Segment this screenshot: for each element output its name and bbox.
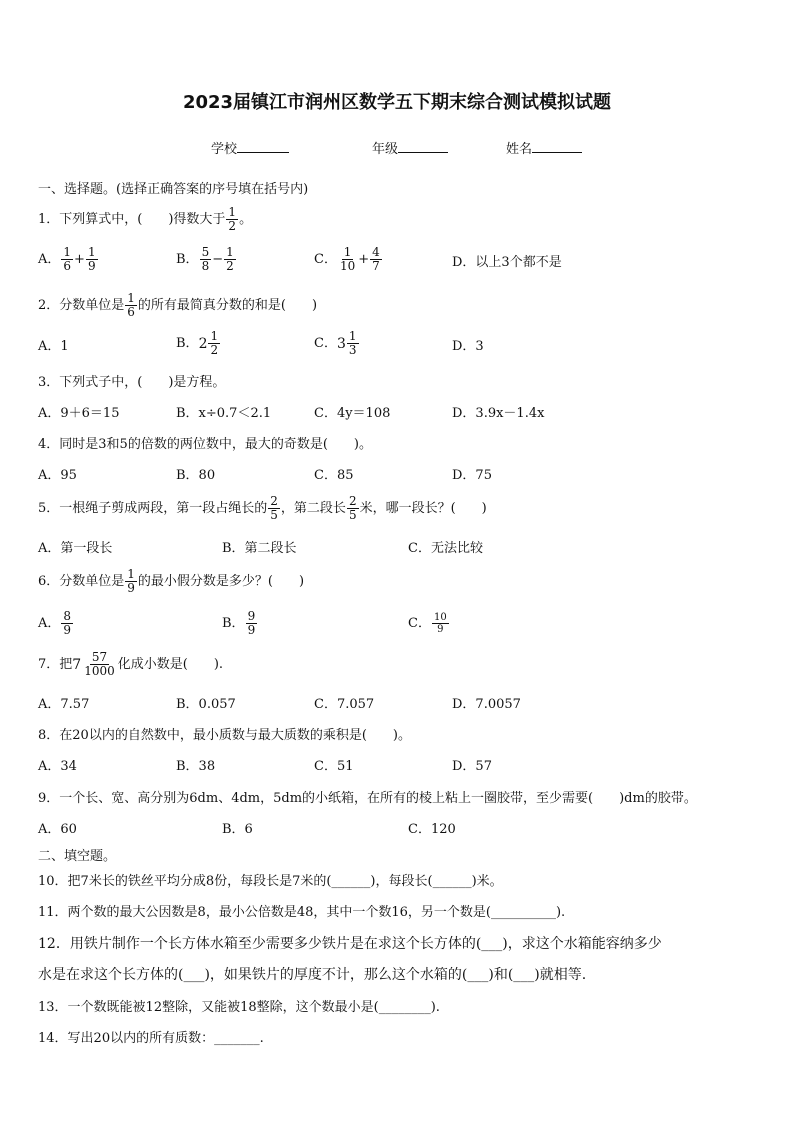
option-8a[interactable]: A．34 xyxy=(38,759,77,774)
grade-field xyxy=(372,140,448,158)
fraction: $\frac{1}{2}$ xyxy=(228,205,237,233)
question-text: 化成小数是( ). xyxy=(117,656,224,672)
fraction: $\frac{5}{8}$ xyxy=(201,245,210,273)
option-4b[interactable]: B．80 xyxy=(176,468,216,483)
name-blank[interactable] xyxy=(532,140,582,153)
question-7-stem: 7．把 7 $\frac{57}{1000}$ 化成小数是( ). xyxy=(38,650,224,678)
section-heading: 二、填空题。 xyxy=(38,849,117,864)
page-title: 2023届镇江市润州区数学五下期末综合测试模拟试题 xyxy=(182,92,612,113)
option-7c[interactable]: C．7.057 xyxy=(314,697,375,712)
fraction: $\frac{1}{2}$ xyxy=(226,245,234,273)
fraction: $\frac{9}{9}$ xyxy=(247,609,256,637)
question-10[interactable]: 10．把7米长的铁丝平均分成8份，每段长是7米的(______)，每段长(______)米。 xyxy=(38,874,503,889)
option-5b[interactable]: B．第二段长 xyxy=(222,541,297,556)
option-8d[interactable]: D．57 xyxy=(452,759,492,774)
question-text: 的所有最简真分数的和是( ) xyxy=(137,297,318,313)
option-3b[interactable]: B．x÷0.7＜2.1 xyxy=(176,406,272,421)
option-7b[interactable]: B．0.057 xyxy=(176,697,236,712)
name-label: 姓名 xyxy=(506,142,533,157)
grade-blank[interactable] xyxy=(398,140,448,153)
fraction: $\frac{4}{7}$ xyxy=(372,245,380,273)
option-4d[interactable]: D．75 xyxy=(452,468,492,483)
option-9b[interactable]: B．6 xyxy=(222,822,253,837)
question-text: 7．把 xyxy=(38,656,73,672)
option-1d[interactable]: D．以上3个都不是 xyxy=(452,255,562,270)
option-6b[interactable]: B． $\frac{9}{9}$ xyxy=(222,609,256,637)
question-text: 2．分数单位是 xyxy=(38,297,125,313)
option-5c[interactable]: C．无法比较 xyxy=(408,541,483,556)
school-blank[interactable] xyxy=(237,140,289,153)
option-2b[interactable]: B． 2 $\frac{1}{2}$ xyxy=(176,329,219,357)
fraction: $\frac{1}{9}$ xyxy=(127,567,135,595)
question-3-stem: 3．下列式子中，( )是方程。 xyxy=(38,375,226,390)
question-text: 。 xyxy=(239,211,253,227)
option-6c[interactable]: C． $\frac{10}{9}$ xyxy=(408,612,447,635)
fraction: $\frac{1}{2}$ xyxy=(210,329,219,357)
option-2d[interactable]: D．3 xyxy=(452,339,484,354)
grade-label: 年级 xyxy=(372,142,399,157)
fraction: $\frac{1}{6}$ xyxy=(127,291,135,319)
fraction: $\frac{1}{10}$ xyxy=(339,245,356,273)
section-heading: 一、选择题。(选择正确答案的序号填在括号内) xyxy=(38,182,309,197)
option-1a[interactable]: A． $\frac{1}{6}$ + $\frac{1}{9}$ xyxy=(38,245,96,273)
question-text: 米，哪一段长？( ) xyxy=(359,500,487,516)
question-4-stem: 4．同时是3和5的倍数的两位数中，最大的奇数是( )。 xyxy=(38,437,372,452)
question-14[interactable]: 14．写出20以内的所有质数：_______. xyxy=(38,1031,264,1046)
school-field xyxy=(211,140,289,158)
fraction: $\frac{57}{1000}$ xyxy=(84,650,115,678)
option-1c[interactable]: C． $\frac{1}{10}$ + $\frac{4}{7}$ xyxy=(314,245,380,273)
option-9a[interactable]: A．60 xyxy=(38,822,77,837)
option-2c[interactable]: C． 3 $\frac{1}{3}$ xyxy=(314,329,357,357)
fraction: $\frac{1}{3}$ xyxy=(348,329,357,357)
question-text: ，第二段长 xyxy=(280,500,346,516)
option-7d[interactable]: D．7.0057 xyxy=(452,697,521,712)
fraction: $\frac{2}{5}$ xyxy=(270,494,278,522)
option-3a[interactable]: A．9＋6＝15 xyxy=(38,406,120,421)
option-4a[interactable]: A．95 xyxy=(38,468,77,483)
question-5-stem xyxy=(38,495,487,522)
fraction: $\frac{10}{9}$ xyxy=(433,612,447,635)
name-field xyxy=(506,140,582,158)
question-text: 6．分数单位是 xyxy=(38,573,125,589)
question-2-stem xyxy=(38,292,317,319)
option-6a[interactable]: A． $\frac{8}{9}$ xyxy=(38,609,72,637)
option-8b[interactable]: B．38 xyxy=(176,759,216,774)
question-text: 1．下列算式中，( )得数大于 xyxy=(38,211,226,227)
fraction: $\frac{1}{6}$ xyxy=(63,245,72,273)
option-3d[interactable]: D．3.9x－1.4x xyxy=(452,406,545,421)
fraction: $\frac{2}{5}$ xyxy=(348,494,357,522)
option-3c[interactable]: C．4y＝108 xyxy=(314,406,391,421)
option-9c[interactable]: C．120 xyxy=(408,822,456,837)
question-6-stem xyxy=(38,568,304,595)
question-11[interactable]: 11．两个数的最大公因数是8，最小公倍数是48，其中一个数16，另一个数是(__________). xyxy=(38,905,566,920)
option-7a[interactable]: A．7.57 xyxy=(38,697,90,712)
option-2a[interactable]: A．1 xyxy=(38,339,69,354)
question-9-stem: 9．一个长、宽、高分别为6dm、4dm，5dm的小纸箱，在所有的棱上粘上一圈胶带，至少需要( )dm的胶带。 xyxy=(38,791,697,806)
question-12-line-1[interactable]: 12．用铁片制作一个长方体水箱至少需要多少铁片是在求这个长方体的(___)，求这个水箱能容纳多少 xyxy=(38,936,662,952)
fraction: $\frac{1}{9}$ xyxy=(87,245,96,273)
question-12-line-2[interactable]: 水是在求这个长方体的(___)，如果铁片的厚度不计，那么这个水箱的(___)和(___)就相等. xyxy=(38,967,587,983)
question-1-stem xyxy=(38,206,252,233)
question-text: 5．一根绳子剪成两段，第一段占绳长的 xyxy=(38,500,268,516)
option-1b[interactable]: B． $\frac{5}{8}$ − $\frac{1}{2}$ xyxy=(176,245,234,273)
school-label: 学校 xyxy=(211,142,238,157)
option-8c[interactable]: C．51 xyxy=(314,759,354,774)
fraction: $\frac{8}{9}$ xyxy=(63,609,72,637)
option-5a[interactable]: A．第一段长 xyxy=(38,541,113,556)
question-text: 的最小假分数是多少？( ) xyxy=(137,573,305,589)
question-8-stem: 8．在20以内的自然数中，最小质数与最大质数的乘积是( )。 xyxy=(38,728,411,743)
option-4c[interactable]: C．85 xyxy=(314,468,354,483)
question-13[interactable]: 13．一个数既能被12整除，又能被18整除，这个数最小是(________). xyxy=(38,1000,440,1015)
